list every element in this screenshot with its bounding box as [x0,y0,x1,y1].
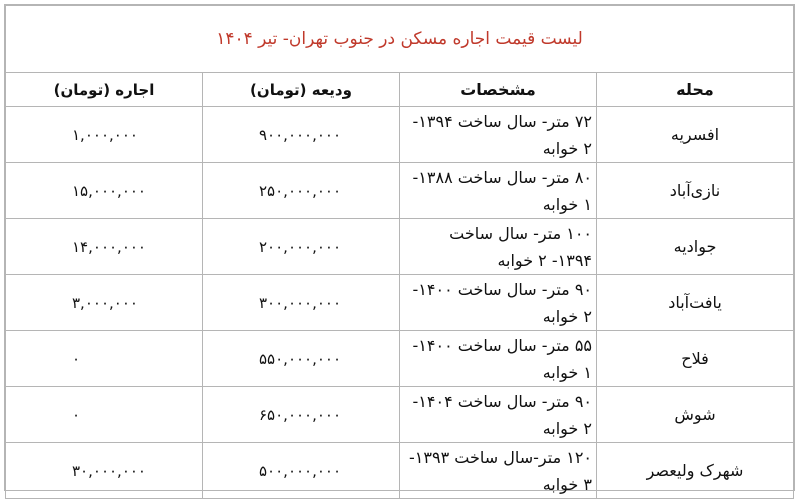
rent-cell: ۱۴,۰۰۰,۰۰۰ [6,219,203,275]
rent-cell: ۳۰,۰۰۰,۰۰۰ [6,443,203,499]
spec-cell: ۱۲۰ متر-سال ساخت ۱۳۹۳- ۳ خوابه [400,443,597,499]
spec-cell: ۸۰ متر- سال ساخت ۱۳۸۸- ۱ خوابه [400,163,597,219]
area-cell: جوادیه [597,219,794,275]
table-row [6,163,794,219]
table-title: لیست قیمت اجاره مسکن در جنوب تهران- تیر ۱۴۰۴ [6,6,794,73]
rent-price-table [5,5,794,499]
table-row [6,331,794,387]
deposit-cell: ۳۰۰,۰۰۰,۰۰۰ [203,275,400,331]
area-cell: نازی‌آباد [597,163,794,219]
header-area: محله [597,73,794,107]
deposit-cell: ۹۰۰,۰۰۰,۰۰۰ [203,107,400,163]
spec-cell: ۹۰ متر- سال ساخت ۱۴۰۴- ۲ خوابه [400,387,597,443]
area-cell: فلاح [597,331,794,387]
area-cell: شهرک ولیعصر [597,443,794,499]
spec-cell: ۱۰۰ متر- سال ساخت ۱۳۹۴- ۲ خوابه [400,219,597,275]
area-cell: یافت‌آباد [597,275,794,331]
rent-cell: ۱۵,۰۰۰,۰۰۰ [6,163,203,219]
rent-cell: ۱,۰۰۰,۰۰۰ [6,107,203,163]
area-cell: شوش [597,387,794,443]
header-row [6,73,794,107]
rent-cell: ۰ [6,331,203,387]
rent-cell: ۳,۰۰۰,۰۰۰ [6,275,203,331]
deposit-cell: ۲۵۰,۰۰۰,۰۰۰ [203,163,400,219]
table-row [6,107,794,163]
deposit-cell: ۲۰۰,۰۰۰,۰۰۰ [203,219,400,275]
table-row [6,219,794,275]
spec-cell: ۵۵ متر- سال ساخت ۱۴۰۰- ۱ خوابه [400,331,597,387]
deposit-cell: ۶۵۰,۰۰۰,۰۰۰ [203,387,400,443]
spec-cell: ۹۰ متر- سال ساخت ۱۴۰۰- ۲ خوابه [400,275,597,331]
area-cell: افسریه [597,107,794,163]
header-spec: مشخصات [400,73,597,107]
table-row [6,275,794,331]
rent-cell: ۰ [6,387,203,443]
table-row [6,443,794,499]
header-rent: اجاره (تومان) [6,73,203,107]
header-deposit: ودیعه (تومان) [203,73,400,107]
deposit-cell: ۵۰۰,۰۰۰,۰۰۰ [203,443,400,499]
table-row [6,387,794,443]
deposit-cell: ۵۵۰,۰۰۰,۰۰۰ [203,331,400,387]
price-table-frame [4,4,795,494]
spec-cell: ۷۲ متر- سال ساخت ۱۳۹۴- ۲ خوابه [400,107,597,163]
